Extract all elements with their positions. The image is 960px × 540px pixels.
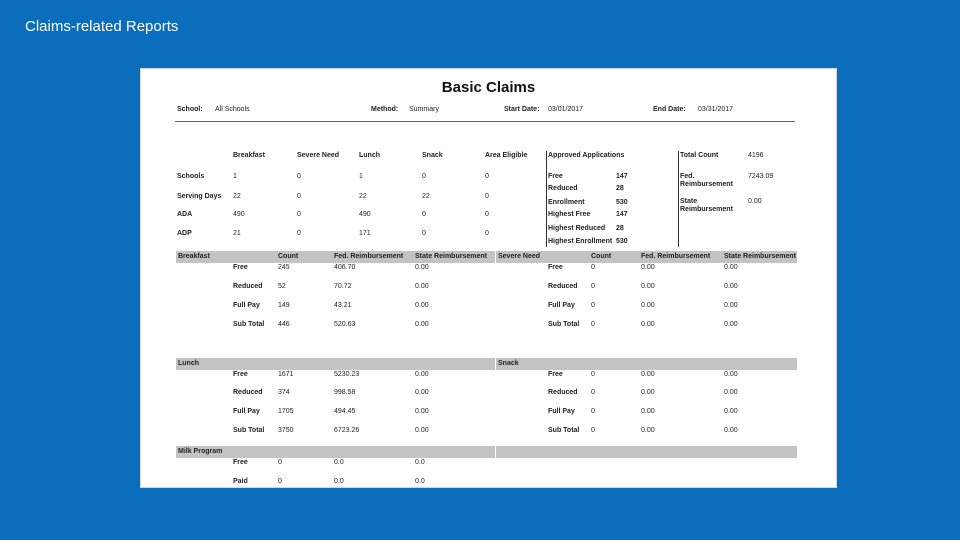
section-title: Lunch (178, 360, 199, 367)
section-cell: 0.00 (415, 264, 429, 271)
header-divider (175, 121, 795, 122)
section-row-label: Free (233, 264, 248, 271)
section-cell: 0.00 (724, 427, 738, 434)
summary-cell: 22 (233, 193, 241, 200)
section-row-label: Free (548, 264, 563, 271)
total-count-value: 4196 (748, 152, 764, 159)
scroll-indicator (807, 487, 815, 488)
section-cell: 0 (591, 371, 595, 378)
section-cell: 0.00 (415, 389, 429, 396)
section-title: Milk Program (178, 448, 223, 455)
section-cell: 0.00 (641, 427, 655, 434)
section-cell: 0.00 (724, 389, 738, 396)
section-row-label: Sub Total (233, 321, 265, 328)
summary-cell: 0 (485, 230, 489, 237)
state-reimbursement-value: 0.00 (748, 198, 762, 205)
section-cell: 0 (591, 283, 595, 290)
scroll-indicator (761, 487, 771, 488)
section-cell: 0.00 (724, 264, 738, 271)
fed-reimbursement-label: Reimbursement (680, 181, 733, 188)
section-cell: 998.58 (334, 389, 356, 396)
section-cell: 0.00 (415, 302, 429, 309)
approved-value: 147 (616, 173, 628, 180)
approved-divider (546, 151, 547, 247)
section-cell: 3750 (278, 427, 294, 434)
section-column-header: State Reimbursement (415, 253, 487, 260)
section-cell: 0.00 (724, 283, 738, 290)
section-row-label: Free (548, 371, 563, 378)
section-cell: 0.00 (641, 283, 655, 290)
approved-heading: Approved Applications (548, 152, 625, 159)
approved-label: Highest Free (548, 211, 591, 218)
section-cell: 0.0 (334, 478, 344, 485)
summary-cell: 171 (359, 230, 371, 237)
section-cell: 374 (278, 389, 290, 396)
scroll-indicator (783, 487, 799, 488)
summary-column-header: Lunch (359, 152, 380, 159)
section-column-header: Count (591, 253, 612, 260)
summary-cell: 0 (422, 173, 426, 180)
section-cell: 0.00 (641, 408, 655, 415)
summary-cell: 490 (359, 211, 371, 218)
fed-reimbursement-value: 7243.09 (748, 173, 774, 180)
summary-row-label: ADP (177, 230, 192, 237)
section-column-header: Fed. Reimbursement (334, 253, 404, 260)
method-label: Method: (371, 106, 399, 113)
report-title: Basic Claims (441, 79, 536, 96)
section-cell: 0.00 (415, 321, 429, 328)
method-value: Summary (409, 106, 439, 113)
section-cell: 0.00 (641, 371, 655, 378)
summary-column-header: Breakfast (233, 152, 265, 159)
section-cell: 0.00 (724, 408, 738, 415)
approved-value: 530 (616, 199, 628, 206)
summary-cell: 0 (297, 193, 301, 200)
section-row-label: Free (233, 371, 248, 378)
section-cell: 0.0 (415, 459, 425, 466)
slide-title: Claims-related Reports (25, 18, 179, 35)
section-cell: 0.00 (641, 321, 655, 328)
approved-value: 28 (616, 225, 624, 232)
section-cell: 0.00 (415, 283, 429, 290)
totals-divider (678, 151, 679, 247)
approved-label: Reduced (548, 185, 578, 192)
section-cell: 43.21 (334, 302, 352, 309)
section-cell: 0.00 (415, 427, 429, 434)
section-band (176, 358, 495, 370)
section-cell: 0 (591, 302, 595, 309)
section-cell: 1671 (278, 371, 294, 378)
summary-cell: 1 (359, 173, 363, 180)
section-band (496, 446, 797, 458)
approved-value: 28 (616, 185, 624, 192)
section-band (176, 446, 495, 458)
section-cell: 0.00 (641, 302, 655, 309)
approved-value: 530 (616, 238, 628, 245)
school-value: All Schools (215, 106, 250, 113)
summary-cell: 0 (297, 173, 301, 180)
summary-row-label: Serving Days (177, 193, 222, 200)
section-row-label: Free (233, 459, 248, 466)
section-row-label: Reduced (548, 389, 578, 396)
section-cell: 0 (591, 389, 595, 396)
section-cell: 0 (278, 478, 282, 485)
section-cell: 494.45 (334, 408, 356, 415)
section-title: Severe Need (498, 253, 541, 260)
summary-cell: 0 (485, 193, 489, 200)
summary-row-label: ADA (177, 211, 193, 218)
section-row-label: Reduced (548, 283, 578, 290)
section-row-label: Full Pay (233, 302, 260, 309)
section-row-label: Full Pay (233, 408, 260, 415)
section-cell: 406.70 (334, 264, 356, 271)
section-column-header: Count (278, 253, 299, 260)
start-date-value: 03/01/2017 (548, 106, 584, 113)
report-page (140, 68, 837, 488)
section-cell: 0.00 (724, 371, 738, 378)
fed-reimbursement-label: Fed. (680, 173, 695, 180)
section-column-header: State Reimbursement (724, 253, 796, 260)
section-cell: 0 (591, 427, 595, 434)
summary-column-header: Severe Need (297, 152, 340, 159)
summary-cell: 0 (422, 230, 426, 237)
end-date-label: End Date: (653, 106, 686, 113)
section-cell: 0 (278, 459, 282, 466)
section-title: Breakfast (178, 253, 210, 260)
state-reimbursement-label: Reimbursement (680, 206, 733, 213)
section-row-label: Paid (233, 478, 248, 485)
section-cell: 0 (591, 264, 595, 271)
summary-column-header: Snack (422, 152, 443, 159)
section-cell: 0.00 (415, 371, 429, 378)
section-row-label: Reduced (233, 389, 263, 396)
section-row-label: Sub Total (548, 427, 580, 434)
section-cell: 70.72 (334, 283, 352, 290)
section-cell: 5230.23 (334, 371, 360, 378)
approved-label: Enrollment (548, 199, 585, 206)
summary-column-header: Area Eligible (485, 152, 528, 159)
section-cell: 0 (591, 408, 595, 415)
section-cell: 0.00 (641, 389, 655, 396)
approved-value: 147 (616, 211, 628, 218)
total-count-label: Total Count (680, 152, 719, 159)
section-cell: 520.63 (334, 321, 356, 328)
school-label: School: (177, 106, 203, 113)
section-row-label: Reduced (233, 283, 263, 290)
summary-cell: 0 (485, 211, 489, 218)
section-cell: 0 (591, 321, 595, 328)
section-cell: 6723.26 (334, 427, 360, 434)
section-row-label: Full Pay (548, 302, 575, 309)
section-cell: 0.00 (724, 302, 738, 309)
section-column-header: Fed. Reimbursement (641, 253, 711, 260)
approved-label: Highest Enrollment (548, 238, 613, 245)
section-cell: 1705 (278, 408, 294, 415)
section-cell: 52 (278, 283, 286, 290)
summary-row-label: Schools (177, 173, 205, 180)
summary-cell: 22 (359, 193, 367, 200)
summary-cell: 0 (422, 211, 426, 218)
start-date-label: Start Date: (504, 106, 540, 113)
section-cell: 0.00 (641, 264, 655, 271)
summary-cell: 0 (297, 211, 301, 218)
approved-label: Free (548, 173, 563, 180)
summary-cell: 0 (297, 230, 301, 237)
summary-cell: 0 (485, 173, 489, 180)
section-cell: 0.0 (334, 459, 344, 466)
section-row-label: Sub Total (548, 321, 580, 328)
section-row-label: Sub Total (233, 427, 265, 434)
summary-cell: 22 (422, 193, 430, 200)
section-cell: 446 (278, 321, 290, 328)
summary-cell: 21 (233, 230, 241, 237)
section-row-label: Full Pay (548, 408, 575, 415)
section-cell: 0.00 (724, 321, 738, 328)
section-band (496, 358, 797, 370)
section-cell: 149 (278, 302, 290, 309)
end-date-value: 03/31/2017 (698, 106, 734, 113)
section-title: Snack (498, 360, 519, 367)
section-cell: 0.0 (415, 478, 425, 485)
approved-label: Highest Reduced (548, 225, 606, 232)
section-cell: 0.00 (415, 408, 429, 415)
state-reimbursement-label: State (680, 198, 698, 205)
summary-cell: 1 (233, 173, 237, 180)
summary-cell: 490 (233, 211, 245, 218)
section-cell: 245 (278, 264, 290, 271)
